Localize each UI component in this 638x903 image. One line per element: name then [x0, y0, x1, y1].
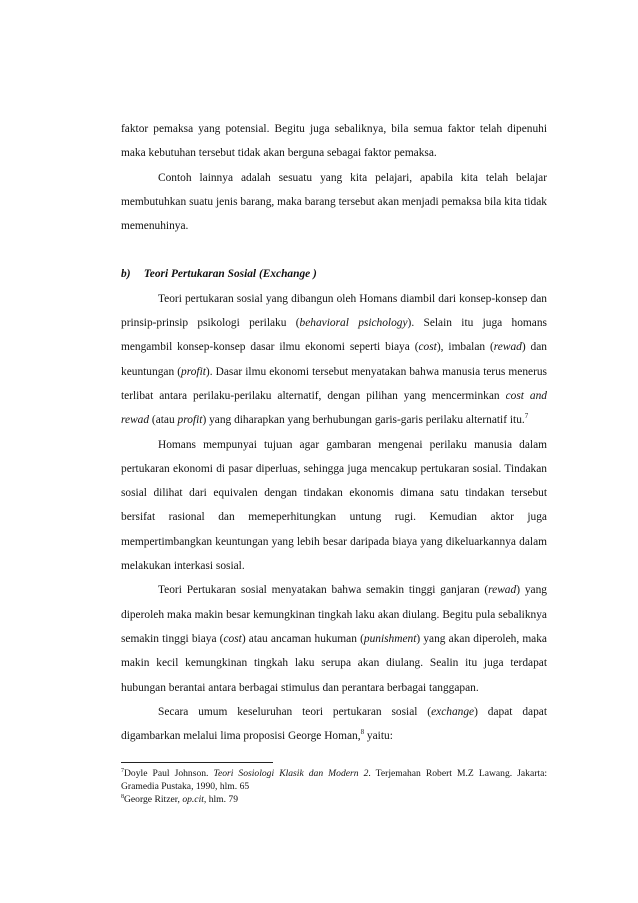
paragraph-2: Contoh lainnya adalah sesuatu yang kita pelajari, apabila kita telah belajar membutuhkan suatu jenis barang, maka barang tersebut akan menjadi pemaksa bila kita tidak memenuhinya. — [121, 171, 547, 233]
footnotes — [121, 768, 547, 806]
text-run: ) yang diperoleh maka makin besar kemungkinan tingkah laku akan diulang. Begitu pula sebaliknya semakin tinggi biaya ( — [121, 584, 547, 645]
italic-term: rewad — [488, 584, 517, 597]
text-run: ) atau ancaman hukuman ( — [241, 632, 364, 645]
footnote-ref-7[interactable]: 7 — [524, 412, 529, 421]
text-run: ) dapat dapat digambarkan melalui lima proposisi George Homan, — [121, 705, 547, 743]
italic-term: rewad — [493, 341, 522, 354]
italic-term: exchange — [431, 705, 475, 718]
text-run: Teori pertukaran sosial yang dibangun oleh Homans diambil dari konsep-konsep dan prinsip-prinsip psikologi perilaku ( — [121, 292, 547, 330]
italic-term: profit — [177, 414, 203, 427]
body-text — [121, 117, 547, 748]
paragraph-4: Homans mempunyai tujuan agar gambaran mengenai perilaku manusia dalam pertukaran ekonomi di pasar diperluas, sehingga juga mencakup pertukaran sosial. Tindakan sosial dilihat dari equivalen dengan tindakan ekonomis dimana satu tindakan tersebut bersifat rasional dan memeperhitungkan untung rugi. Kemudian aktor juga mempertimbangkan keuntungan yang lebih besar daripada biaya yang dikeluarkannya dalam melakukan interkasi sosial. — [121, 438, 547, 573]
text-run: ). Dasar ilmu ekonomi tersebut menyatakan bahwa manusia terus menerus terlibat antara perilaku-perilaku alternatif, dengan pilihan yang mencerminkan — [121, 365, 547, 402]
text-run: . Terjemahan Robert M.Z Lawang. Jakarta: Gramedia Pustaka, 1990, hlm. 65 — [121, 768, 548, 792]
italic-term: punishment — [363, 632, 417, 645]
section-heading-label: b) — [121, 268, 131, 281]
section-heading-text: Teori Pertukaran Sosial (Exchange ) — [143, 268, 317, 281]
italic-term: cost and rewad — [121, 389, 547, 427]
text-run: ), imbalan ( — [436, 341, 494, 354]
text-run: , hlm. 79 — [203, 793, 239, 805]
text-run: Doyle Paul Johnson. — [124, 768, 214, 779]
footnote-divider — [121, 762, 273, 763]
text-run: George Ritzer, — [124, 793, 183, 805]
italic-title: Teori Sosiologi Klasik dan Modern 2 — [213, 768, 369, 779]
italic-term: profit — [181, 365, 206, 378]
section-heading — [121, 262, 547, 286]
footnote-number: 7 — [121, 767, 124, 774]
paragraph-5 — [121, 578, 547, 699]
paragraph-6 — [121, 700, 547, 749]
text-run: yaitu: — [364, 730, 393, 743]
italic-term: behavioral psichology — [299, 317, 408, 330]
text-run: Secara umum keseluruhan teori pertukaran sosial ( — [158, 705, 432, 718]
text-run: ) yang diharapkan yang berhubungan garis-garis perilaku alternatif itu. — [202, 414, 525, 427]
text-run: ) yang akan diperoleh, maka makin kecil kemungkinan tingkah laku serupa akan diulang. Sealin itu juga terdapat hubungan berantai antara berbagai stimulus dan perantara berbagai tanggapan. — [121, 632, 547, 694]
footnote-ref-8[interactable]: 8 — [360, 728, 365, 737]
text-run: ) dan keuntungan ( — [121, 341, 547, 378]
paragraph-1: faktor pemaksa yang potensial. Begitu juga sebaliknya, bila semua faktor telah dipenuhi maka kebutuhan tersebut tidak akan berguna sebagai faktor pemaksa. — [121, 123, 547, 160]
text-run: Teori Pertukaran sosial menyatakan bahwa semakin tinggi ganjaran ( — [158, 584, 489, 597]
footnote-7 — [121, 768, 547, 794]
text-run: (atau — [149, 414, 178, 427]
italic-term: cost — [223, 632, 242, 645]
paragraph-3 — [121, 287, 547, 433]
footnote-number: 8 — [121, 793, 124, 800]
footnote-8 — [121, 794, 547, 807]
text-run: ). Selain itu juga homans mengambil konsep-konsep dasar ilmu ekonomi seperti biaya ( — [121, 317, 547, 354]
italic-title: op.cit — [182, 793, 204, 805]
italic-term: cost — [418, 341, 437, 354]
